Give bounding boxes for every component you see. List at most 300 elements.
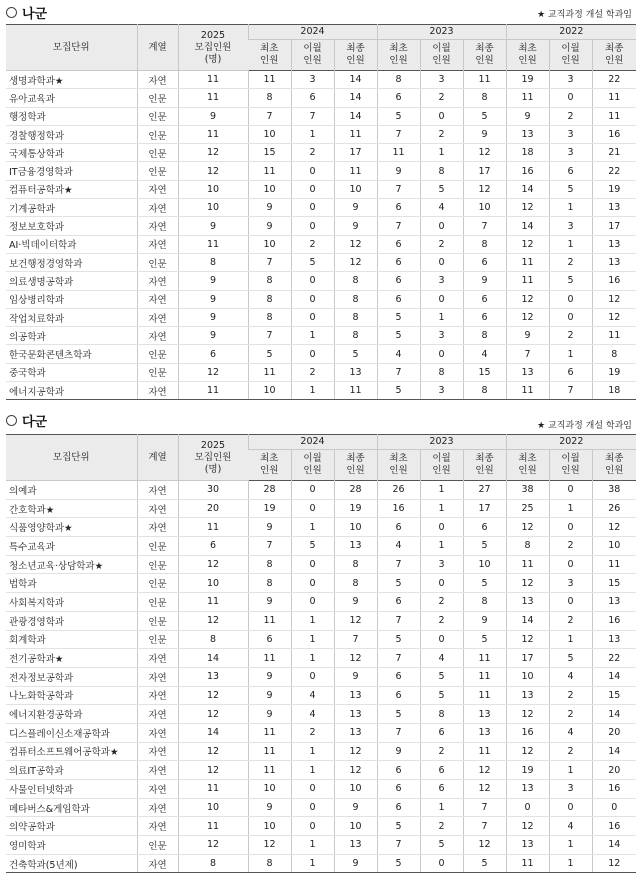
dept-name-cell: 간호학과★ xyxy=(6,499,137,518)
count-cell: 4 xyxy=(420,199,463,217)
circle-bullet-icon xyxy=(6,7,17,18)
count-cell: 11 xyxy=(178,780,248,799)
table-row xyxy=(6,481,636,500)
count-cell: 14 xyxy=(178,649,248,668)
table-row xyxy=(6,107,636,125)
count-cell: 0 xyxy=(420,630,463,649)
count-cell: 11 xyxy=(463,686,506,705)
count-cell: 12 xyxy=(463,836,506,855)
admission-table xyxy=(6,24,636,400)
count-cell: 15 xyxy=(463,363,506,381)
count-cell: 0 xyxy=(291,199,334,217)
track-cell: 자연 xyxy=(137,180,178,198)
count-cell: 1 xyxy=(291,327,334,345)
dept-name-cell: 회계학과 xyxy=(6,630,137,649)
count-cell: 11 xyxy=(463,71,506,89)
count-cell: 7 xyxy=(377,649,420,668)
count-cell: 8 xyxy=(463,327,506,345)
count-cell: 11 xyxy=(463,742,506,761)
track-cell: 자연 xyxy=(137,481,178,500)
count-cell: 6 xyxy=(463,253,506,271)
count-cell: 6 xyxy=(377,272,420,290)
count-cell: 11 xyxy=(248,162,291,180)
count-cell: 1 xyxy=(549,345,592,363)
count-cell: 12 xyxy=(592,854,636,873)
count-cell: 8 xyxy=(334,327,377,345)
count-cell: 30 xyxy=(178,481,248,500)
count-cell: 8 xyxy=(178,253,248,271)
table-body xyxy=(6,481,636,873)
count-cell: 14 xyxy=(178,723,248,742)
table-row xyxy=(6,555,636,574)
table-row xyxy=(6,649,636,668)
header-final: 최종 인원 xyxy=(592,40,636,71)
table-body xyxy=(6,71,636,400)
count-cell: 6 xyxy=(377,780,420,799)
count-cell: 11 xyxy=(178,593,248,612)
header-track: 계열 xyxy=(137,25,178,71)
count-cell: 9 xyxy=(178,272,248,290)
section-da xyxy=(6,412,636,873)
count-cell: 6 xyxy=(377,667,420,686)
count-cell: 0 xyxy=(549,308,592,326)
count-cell: 0 xyxy=(592,798,636,817)
header-initial: 최초 인원 xyxy=(248,450,291,481)
count-cell: 11 xyxy=(506,854,549,873)
dept-name-cell: 영미학과 xyxy=(6,836,137,855)
count-cell: 14 xyxy=(334,89,377,107)
count-cell: 12 xyxy=(178,686,248,705)
count-cell: 4 xyxy=(549,667,592,686)
count-cell: 11 xyxy=(506,272,549,290)
count-cell: 10 xyxy=(248,235,291,253)
count-cell: 11 xyxy=(506,89,549,107)
count-cell: 6 xyxy=(377,798,420,817)
header-year: 2022 xyxy=(506,25,636,40)
count-cell: 2 xyxy=(420,125,463,143)
header-carryover: 이월 인원 xyxy=(291,450,334,481)
count-cell: 14 xyxy=(334,107,377,125)
header-track: 계열 xyxy=(137,435,178,481)
count-cell: 13 xyxy=(178,667,248,686)
count-cell: 3 xyxy=(420,327,463,345)
count-cell: 7 xyxy=(549,382,592,400)
count-cell: 25 xyxy=(506,499,549,518)
count-cell: 2 xyxy=(549,611,592,630)
count-cell: 9 xyxy=(248,667,291,686)
count-cell: 0 xyxy=(291,290,334,308)
table-row xyxy=(6,817,636,836)
count-cell: 7 xyxy=(463,817,506,836)
table-row xyxy=(6,162,636,180)
count-cell: 9 xyxy=(463,125,506,143)
count-cell: 11 xyxy=(463,649,506,668)
dept-name-cell: 기계공학과 xyxy=(6,199,137,217)
count-cell: 10 xyxy=(334,780,377,799)
table-row xyxy=(6,574,636,593)
count-cell: 12 xyxy=(506,518,549,537)
count-cell: 12 xyxy=(178,555,248,574)
count-cell: 5 xyxy=(377,308,420,326)
table-row xyxy=(6,723,636,742)
count-cell: 19 xyxy=(592,180,636,198)
count-cell: 13 xyxy=(334,537,377,556)
table-row xyxy=(6,71,636,89)
section-na xyxy=(6,4,636,400)
count-cell: 12 xyxy=(334,649,377,668)
table-row xyxy=(6,89,636,107)
count-cell: 20 xyxy=(592,761,636,780)
count-cell: 15 xyxy=(592,686,636,705)
count-cell: 19 xyxy=(248,499,291,518)
count-cell: 26 xyxy=(592,499,636,518)
count-cell: 12 xyxy=(592,518,636,537)
count-cell: 7 xyxy=(377,836,420,855)
count-cell: 10 xyxy=(248,125,291,143)
count-cell: 0 xyxy=(420,345,463,363)
count-cell: 10 xyxy=(248,180,291,198)
count-cell: 7 xyxy=(377,180,420,198)
count-cell: 8 xyxy=(178,630,248,649)
count-cell: 20 xyxy=(178,499,248,518)
count-cell: 13 xyxy=(592,630,636,649)
count-cell: 2 xyxy=(420,235,463,253)
table-row xyxy=(6,125,636,143)
table-row xyxy=(6,630,636,649)
count-cell: 10 xyxy=(248,780,291,799)
count-cell: 9 xyxy=(178,290,248,308)
count-cell: 19 xyxy=(334,499,377,518)
dept-name-cell: 의공학과 xyxy=(6,327,137,345)
count-cell: 11 xyxy=(248,723,291,742)
count-cell: 5 xyxy=(420,667,463,686)
count-cell: 12 xyxy=(334,742,377,761)
count-cell: 1 xyxy=(291,518,334,537)
count-cell: 9 xyxy=(248,518,291,537)
count-cell: 14 xyxy=(592,742,636,761)
count-cell: 14 xyxy=(592,836,636,855)
count-cell: 11 xyxy=(592,89,636,107)
count-cell: 8 xyxy=(248,290,291,308)
count-cell: 10 xyxy=(178,574,248,593)
count-cell: 0 xyxy=(291,481,334,500)
count-cell: 3 xyxy=(549,574,592,593)
count-cell: 7 xyxy=(248,253,291,271)
dept-name-cell: AI·빅데이터학과 xyxy=(6,235,137,253)
count-cell: 10 xyxy=(178,798,248,817)
count-cell: 12 xyxy=(506,308,549,326)
count-cell: 13 xyxy=(506,363,549,381)
count-cell: 4 xyxy=(549,723,592,742)
section-note: ★ 교직과정 개설 학과임 xyxy=(537,10,632,20)
header-unit: 모집단위 xyxy=(6,25,137,71)
count-cell: 10 xyxy=(334,518,377,537)
count-cell: 6 xyxy=(291,89,334,107)
count-cell: 7 xyxy=(248,107,291,125)
dept-name-cell: 한국문화콘텐츠학과 xyxy=(6,345,137,363)
count-cell: 8 xyxy=(506,537,549,556)
table-row xyxy=(6,761,636,780)
count-cell: 11 xyxy=(178,235,248,253)
count-cell: 11 xyxy=(248,649,291,668)
track-cell: 인문 xyxy=(137,144,178,162)
count-cell: 10 xyxy=(248,382,291,400)
dept-name-cell: 행정학과 xyxy=(6,107,137,125)
header-final: 최종 인원 xyxy=(334,450,377,481)
count-cell: 12 xyxy=(178,705,248,724)
count-cell: 6 xyxy=(377,235,420,253)
count-cell: 6 xyxy=(377,518,420,537)
count-cell: 3 xyxy=(549,217,592,235)
count-cell: 14 xyxy=(506,217,549,235)
count-cell: 9 xyxy=(377,162,420,180)
count-cell: 16 xyxy=(592,125,636,143)
track-cell: 자연 xyxy=(137,780,178,799)
count-cell: 3 xyxy=(420,71,463,89)
track-cell: 자연 xyxy=(137,667,178,686)
count-cell: 9 xyxy=(178,107,248,125)
track-cell: 자연 xyxy=(137,327,178,345)
count-cell: 5 xyxy=(420,686,463,705)
count-cell: 12 xyxy=(506,817,549,836)
count-cell: 4 xyxy=(463,345,506,363)
dept-name-cell: 정보보호학과 xyxy=(6,217,137,235)
count-cell: 8 xyxy=(334,555,377,574)
track-cell: 자연 xyxy=(137,705,178,724)
count-cell: 0 xyxy=(420,253,463,271)
count-cell: 2 xyxy=(291,144,334,162)
count-cell: 1 xyxy=(291,649,334,668)
count-cell: 8 xyxy=(463,89,506,107)
dept-name-cell: 의료생명공학과 xyxy=(6,272,137,290)
count-cell: 27 xyxy=(463,481,506,500)
dept-name-cell: 컴퓨터공학과★ xyxy=(6,180,137,198)
count-cell: 6 xyxy=(549,363,592,381)
count-cell: 5 xyxy=(377,107,420,125)
count-cell: 6 xyxy=(463,518,506,537)
count-cell: 5 xyxy=(377,574,420,593)
count-cell: 0 xyxy=(291,499,334,518)
table-row xyxy=(6,667,636,686)
count-cell: 8 xyxy=(334,290,377,308)
track-cell: 인문 xyxy=(137,836,178,855)
track-cell: 인문 xyxy=(137,345,178,363)
track-cell: 자연 xyxy=(137,308,178,326)
count-cell: 5 xyxy=(291,253,334,271)
count-cell: 8 xyxy=(178,854,248,873)
dept-name-cell: 생명과학과★ xyxy=(6,71,137,89)
count-cell: 16 xyxy=(506,162,549,180)
count-cell: 2 xyxy=(291,723,334,742)
count-cell: 6 xyxy=(549,162,592,180)
count-cell: 5 xyxy=(549,180,592,198)
count-cell: 7 xyxy=(377,363,420,381)
count-cell: 0 xyxy=(291,180,334,198)
count-cell: 8 xyxy=(592,345,636,363)
dept-name-cell: 의약공학과 xyxy=(6,817,137,836)
count-cell: 12 xyxy=(178,162,248,180)
count-cell: 5 xyxy=(463,537,506,556)
count-cell: 6 xyxy=(377,593,420,612)
count-cell: 17 xyxy=(592,217,636,235)
count-cell: 2 xyxy=(291,363,334,381)
count-cell: 16 xyxy=(506,723,549,742)
count-cell: 10 xyxy=(463,199,506,217)
count-cell: 6 xyxy=(248,630,291,649)
count-cell: 20 xyxy=(592,723,636,742)
count-cell: 6 xyxy=(377,761,420,780)
count-cell: 6 xyxy=(377,199,420,217)
count-cell: 13 xyxy=(334,705,377,724)
count-cell: 1 xyxy=(291,854,334,873)
count-cell: 8 xyxy=(334,272,377,290)
count-cell: 1 xyxy=(549,761,592,780)
count-cell: 11 xyxy=(592,327,636,345)
count-cell: 5 xyxy=(377,854,420,873)
count-cell: 5 xyxy=(420,836,463,855)
table-row xyxy=(6,705,636,724)
count-cell: 11 xyxy=(463,667,506,686)
table-row xyxy=(6,363,636,381)
count-cell: 9 xyxy=(248,217,291,235)
count-cell: 0 xyxy=(291,345,334,363)
count-cell: 9 xyxy=(178,217,248,235)
count-cell: 19 xyxy=(592,363,636,381)
count-cell: 11 xyxy=(178,89,248,107)
count-cell: 38 xyxy=(592,481,636,500)
header-initial: 최초 인원 xyxy=(377,450,420,481)
count-cell: 0 xyxy=(291,798,334,817)
count-cell: 1 xyxy=(291,836,334,855)
count-cell: 1 xyxy=(549,854,592,873)
count-cell: 7 xyxy=(463,217,506,235)
track-cell: 자연 xyxy=(137,382,178,400)
header-initial: 최초 인원 xyxy=(377,40,420,71)
count-cell: 6 xyxy=(377,253,420,271)
count-cell: 14 xyxy=(506,611,549,630)
count-cell: 6 xyxy=(377,89,420,107)
count-cell: 7 xyxy=(248,537,291,556)
count-cell: 0 xyxy=(549,798,592,817)
count-cell: 22 xyxy=(592,649,636,668)
count-cell: 2 xyxy=(549,742,592,761)
count-cell: 1 xyxy=(549,199,592,217)
count-cell: 7 xyxy=(377,125,420,143)
count-cell: 11 xyxy=(592,555,636,574)
count-cell: 1 xyxy=(549,630,592,649)
dept-name-cell: 전기공학과★ xyxy=(6,649,137,668)
count-cell: 12 xyxy=(178,363,248,381)
count-cell: 9 xyxy=(248,199,291,217)
table-row xyxy=(6,345,636,363)
count-cell: 11 xyxy=(178,817,248,836)
count-cell: 1 xyxy=(549,836,592,855)
count-cell: 10 xyxy=(178,199,248,217)
count-cell: 7 xyxy=(377,611,420,630)
count-cell: 11 xyxy=(248,611,291,630)
track-cell: 자연 xyxy=(137,235,178,253)
dept-name-cell: 의료IT공학과 xyxy=(6,761,137,780)
table-row xyxy=(6,742,636,761)
count-cell: 9 xyxy=(377,742,420,761)
header-year: 2024 xyxy=(248,25,377,40)
count-cell: 16 xyxy=(592,780,636,799)
count-cell: 11 xyxy=(377,144,420,162)
track-cell: 인문 xyxy=(137,574,178,593)
count-cell: 28 xyxy=(334,481,377,500)
table-row xyxy=(6,144,636,162)
count-cell: 1 xyxy=(549,499,592,518)
count-cell: 12 xyxy=(506,574,549,593)
count-cell: 1 xyxy=(291,630,334,649)
count-cell: 1 xyxy=(291,125,334,143)
count-cell: 9 xyxy=(248,686,291,705)
track-cell: 자연 xyxy=(137,723,178,742)
dept-name-cell: IT금융경영학과 xyxy=(6,162,137,180)
track-cell: 자연 xyxy=(137,290,178,308)
count-cell: 8 xyxy=(248,308,291,326)
count-cell: 8 xyxy=(420,162,463,180)
count-cell: 19 xyxy=(506,761,549,780)
count-cell: 11 xyxy=(248,742,291,761)
section-title: 나군 xyxy=(22,7,48,22)
table-row xyxy=(6,180,636,198)
header-year: 2022 xyxy=(506,435,636,450)
count-cell: 8 xyxy=(420,705,463,724)
count-cell: 0 xyxy=(420,574,463,593)
count-cell: 9 xyxy=(334,798,377,817)
count-cell: 9 xyxy=(463,611,506,630)
count-cell: 17 xyxy=(463,162,506,180)
count-cell: 0 xyxy=(420,518,463,537)
count-cell: 4 xyxy=(291,686,334,705)
count-cell: 5 xyxy=(463,107,506,125)
dept-name-cell: 디스플레이신소재공학과 xyxy=(6,723,137,742)
table-row xyxy=(6,272,636,290)
count-cell: 3 xyxy=(420,382,463,400)
count-cell: 11 xyxy=(334,125,377,143)
count-cell: 4 xyxy=(291,705,334,724)
count-cell: 12 xyxy=(248,836,291,855)
count-cell: 1 xyxy=(420,481,463,500)
count-cell: 0 xyxy=(291,593,334,612)
count-cell: 28 xyxy=(248,481,291,500)
dept-name-cell: 특수교육과 xyxy=(6,537,137,556)
track-cell: 자연 xyxy=(137,649,178,668)
count-cell: 1 xyxy=(420,308,463,326)
track-cell: 인문 xyxy=(137,89,178,107)
track-cell: 자연 xyxy=(137,71,178,89)
count-cell: 13 xyxy=(334,363,377,381)
count-cell: 13 xyxy=(592,593,636,612)
count-cell: 2 xyxy=(291,235,334,253)
count-cell: 12 xyxy=(506,290,549,308)
track-cell: 자연 xyxy=(137,518,178,537)
table-row xyxy=(6,199,636,217)
count-cell: 6 xyxy=(420,761,463,780)
count-cell: 5 xyxy=(463,574,506,593)
section-note: ★ 교직과정 개설 학과임 xyxy=(537,421,632,431)
count-cell: 4 xyxy=(549,817,592,836)
count-cell: 15 xyxy=(592,574,636,593)
count-cell: 13 xyxy=(334,686,377,705)
count-cell: 18 xyxy=(592,382,636,400)
header-carryover: 이월 인원 xyxy=(291,40,334,71)
count-cell: 7 xyxy=(463,798,506,817)
count-cell: 1 xyxy=(420,499,463,518)
count-cell: 12 xyxy=(506,630,549,649)
dept-name-cell: 전자정보공학과 xyxy=(6,667,137,686)
